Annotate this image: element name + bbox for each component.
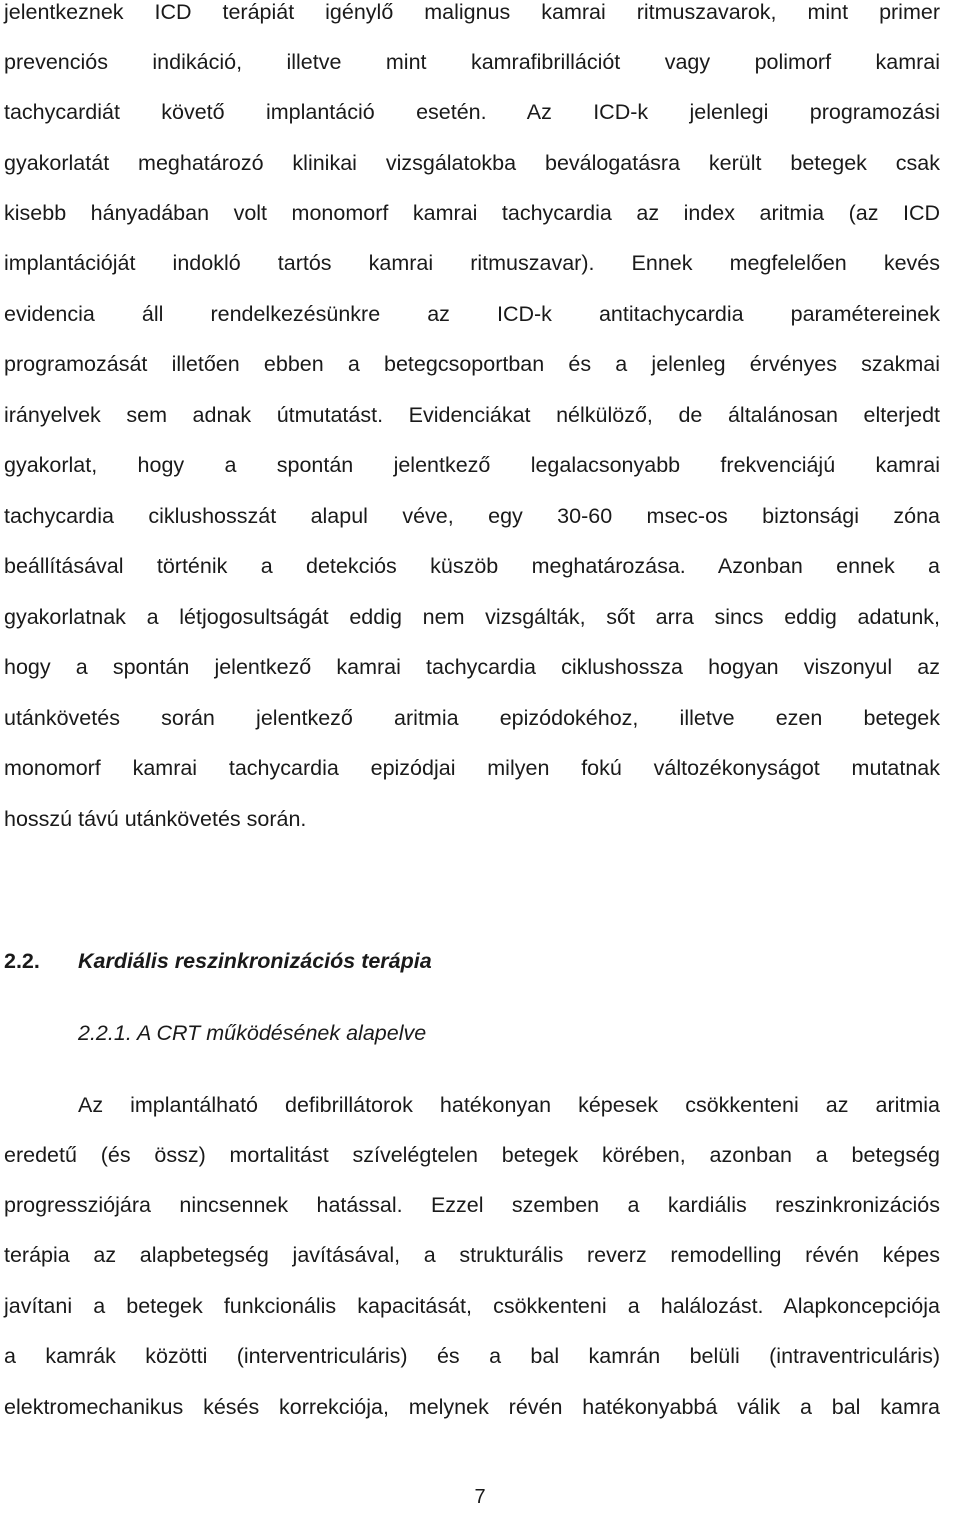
text-line: gyakorlat, hogy a spontán jelentkező legalacsonyabb frekvenciájú kamrai: [4, 453, 940, 477]
text-line: javítani a betegek funkcionális kapacitását, csökkenteni a halálozást. Alapkoncepciója: [4, 1294, 940, 1318]
text-line: utánkövetés során jelentkező aritmia epizódokéhoz, illetve ezen betegek: [4, 706, 940, 730]
text-line: kisebb hányadában volt monomorf kamrai tachycardia az index aritmia (az ICD: [4, 201, 940, 225]
text-line: irányelvek sem adnak útmutatást. Evidenciákat nélkülöző, de általánosan elterjedt: [4, 403, 940, 427]
text-line: eredetű (és össz) mortalitást szívelégtelen betegek körében, azonban a betegség: [4, 1143, 940, 1167]
text-line: programozását illetően ebben a betegcsoportban és a jelenleg érvényes szakmai: [4, 352, 940, 376]
text-line: jelentkeznek ICD terápiát igénylő malignus kamrai ritmuszavarok, mint primer: [4, 0, 940, 24]
text-line: beállításával történik a detekciós küszöb meghatározása. Azonban ennek a: [4, 554, 940, 578]
text-line: hogy a spontán jelentkező kamrai tachycardia ciklushossza hogyan viszonyul az: [4, 655, 940, 679]
section-title: Kardiális reszinkronizációs terápia: [78, 949, 432, 973]
text-line: implantációját indokló tartós kamrai ritmuszavar). Ennek megfelelően kevés: [4, 251, 940, 275]
section-number: 2.2.: [4, 949, 40, 973]
section-heading: [4, 947, 432, 975]
text-line: elektromechanikus késés korrekciója, melynek révén hatékonyabbá válik a bal kamra: [4, 1395, 940, 1419]
text-line: prevenciós indikáció, illetve mint kamrafibrillációt vagy polimorf kamrai: [4, 50, 940, 74]
text-line: hosszú távú utánkövetés során.: [4, 807, 307, 831]
text-line: a kamrák közötti (interventriculáris) és a bal kamrán belüli (intraventriculáris): [4, 1344, 940, 1368]
text-line: progressziójára nincsennek hatással. Ezzel szemben a kardiális reszinkronizációs: [4, 1193, 940, 1217]
page-number: 7: [474, 1486, 486, 1508]
text-line: tachycardia ciklushosszát alapul véve, egy 30-60 msec-os biztonsági zóna: [4, 504, 940, 528]
subsection-heading: 2.2.1. A CRT működésének alapelve: [78, 1021, 427, 1045]
text-line: tachycardiát követő implantáció esetén. Az ICD-k jelenlegi programozási: [4, 100, 940, 124]
text-line: gyakorlatnak a létjogosultságát eddig nem vizsgálták, sőt arra sincs eddig adatunk,: [4, 605, 940, 629]
text-line: monomorf kamrai tachycardia epizódjai milyen fokú változékonyságot mutatnak: [4, 756, 940, 780]
text-line: Az implantálható defibrillátorok hatékonyan képesek csökkenteni az aritmia: [78, 1093, 940, 1117]
text-line: evidencia áll rendelkezésünkre az ICD-k antitachycardia paramétereinek: [4, 302, 940, 326]
text-line: terápia az alapbetegség javításával, a strukturális reverz remodelling révén képes: [4, 1243, 940, 1267]
text-line: gyakorlatát meghatározó klinikai vizsgálatokba beválogatásra került betegek csak: [4, 151, 940, 175]
